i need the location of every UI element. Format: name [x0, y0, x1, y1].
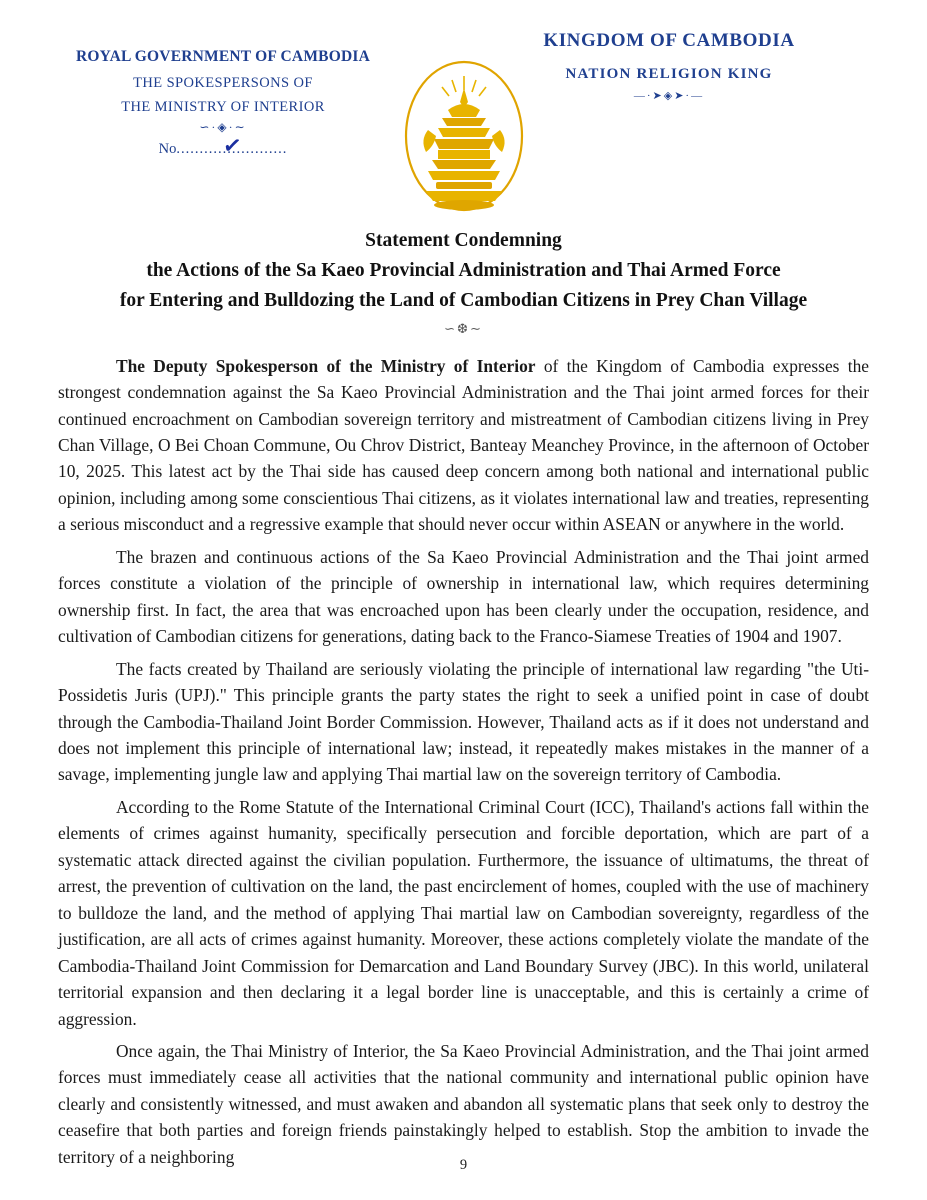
royal-government-title: ROYAL GOVERNMENT OF CAMBODIA — [76, 48, 370, 65]
paragraph-1-text: of the Kingdom of Cambodia expresses the strongest condemnation against the Sa Kaeo Provincial Administration and the Thai joint armed forces for their continued encroachment on Cambodian sovereign territory and mistreatment of Cambodian citizens living in Prey Chan Village, O Bei Choan Commune, Ou Chrov District, Banteay Meanchey Province, in the afternoon of October 10, 2025. This latest act by the Thai side has caused deep concern among both national and international public opinion, including among some conscientious Thai citizens, as it violates international law and treaties, representing a serious misconduct and a regressive example that should never occur within ASEAN or anywhere in the world. — [58, 355, 869, 535]
title-line-2: the Actions of the Sa Kaeo Provincial Administration and Thai Armed Force — [146, 260, 781, 282]
ministry-of-interior-line: THE MINISTRY OF INTERIOR — [121, 99, 325, 115]
paragraph-2: The brazen and continuous actions of the Sa Kaeo Provincial Administration and the Thai joint armed forces constitute a violation of the principle of ownership in international law, which requires determining ownership first. In fact, the area that was encroached upon has been clearly under the occupation, residence, and cultivation of Cambodian citizens for generations, dating back to the Franco-Siamese Treaties of 1904 and 1907. — [58, 546, 869, 647]
title-line-1: Statement Condemning — [365, 230, 562, 251]
paragraph-1-lead: The Deputy Spokesperson of the Ministry of Interior — [116, 355, 536, 376]
header-right-block — [469, 30, 869, 102]
reference-number-line — [158, 131, 288, 160]
paragraph-4: According to the Rome Statute of the International Criminal Court (ICC), Thailand's actions fall within the elements of crimes against humanity, specifically persecution and forcible deportation, which are part of a systematic attack directed against the civilian population. Furthermore, the issuance of ultimatums, the threat of arrest, the prevention of cultivation on the land, the past encirclement of homes, coupled with the use of machinery to bulldoze the land, and the method of applying Thai martial law on Cambodian sovereignty, regardless of the justification, are all acts of crimes against humanity. Moreover, these actions completely violate the mandate of the Cambodia-Thailand Joint Commission for Demarcation and Land Boundary Survey (JBC). In this world, unilateral territorial expansion and then declaring it a legal border line is unacceptable, and this is certainly a crime of aggression. — [58, 796, 869, 1029]
document-header — [58, 26, 869, 222]
checkmark-icon: ✓ — [221, 131, 243, 160]
no-dots-right: ............ — [231, 141, 288, 157]
title-ornament: ∽❆∼ — [444, 320, 483, 336]
no-label: No — [158, 141, 177, 157]
motto-line: NATION RELIGION KING — [565, 66, 773, 82]
kingdom-title: KINGDOM OF CAMBODIA — [543, 30, 795, 51]
document-body — [58, 353, 869, 1171]
paragraph-3: The facts created by Thailand are seriously violating the principle of international law regarding "the Uti-Possidetis Juris (UPJ)." This principle grants the party states the right to seek a unified point in case of doubt through the Cambodia-Thailand Joint Border Commission. However, Thailand acts as if it does not understand and does not implement this principle of international law; instead, it repeatedly makes mistakes in the manner of a savage, implementing jungle law and applying Thai martial law on the sovereign territory of Cambodia. — [58, 658, 869, 785]
paragraph-5: Once again, the Thai Ministry of Interior, the Sa Kaeo Provincial Administration, and the Thai joint armed forces must immediately cease all activities that the national community and international public opinion have clearly and consistently witnessed, and must awaken and abandon all systematic plans that seek only to destroy the ceasefire that both parties and foreign friends painstakingly helped to establish. Stop the ambition to invade the territory of a neighboring — [58, 1040, 869, 1167]
document-title — [58, 226, 869, 317]
paragraph-1 — [58, 353, 869, 538]
no-dots-left: ............ — [176, 141, 232, 157]
right-ornament-divider: —·➤◈➤·— — [633, 90, 705, 102]
header-left-block — [58, 48, 388, 158]
title-line-3: for Entering and Bulldozing the Land of Cambodian Citizens in Prey Chan Village — [119, 290, 808, 312]
spokespersons-line: THE SPOKESPERSONS OF — [133, 75, 313, 91]
page-number: 9 — [459, 1157, 468, 1173]
left-ornament-divider: ∽·◈·∼ — [199, 120, 247, 134]
